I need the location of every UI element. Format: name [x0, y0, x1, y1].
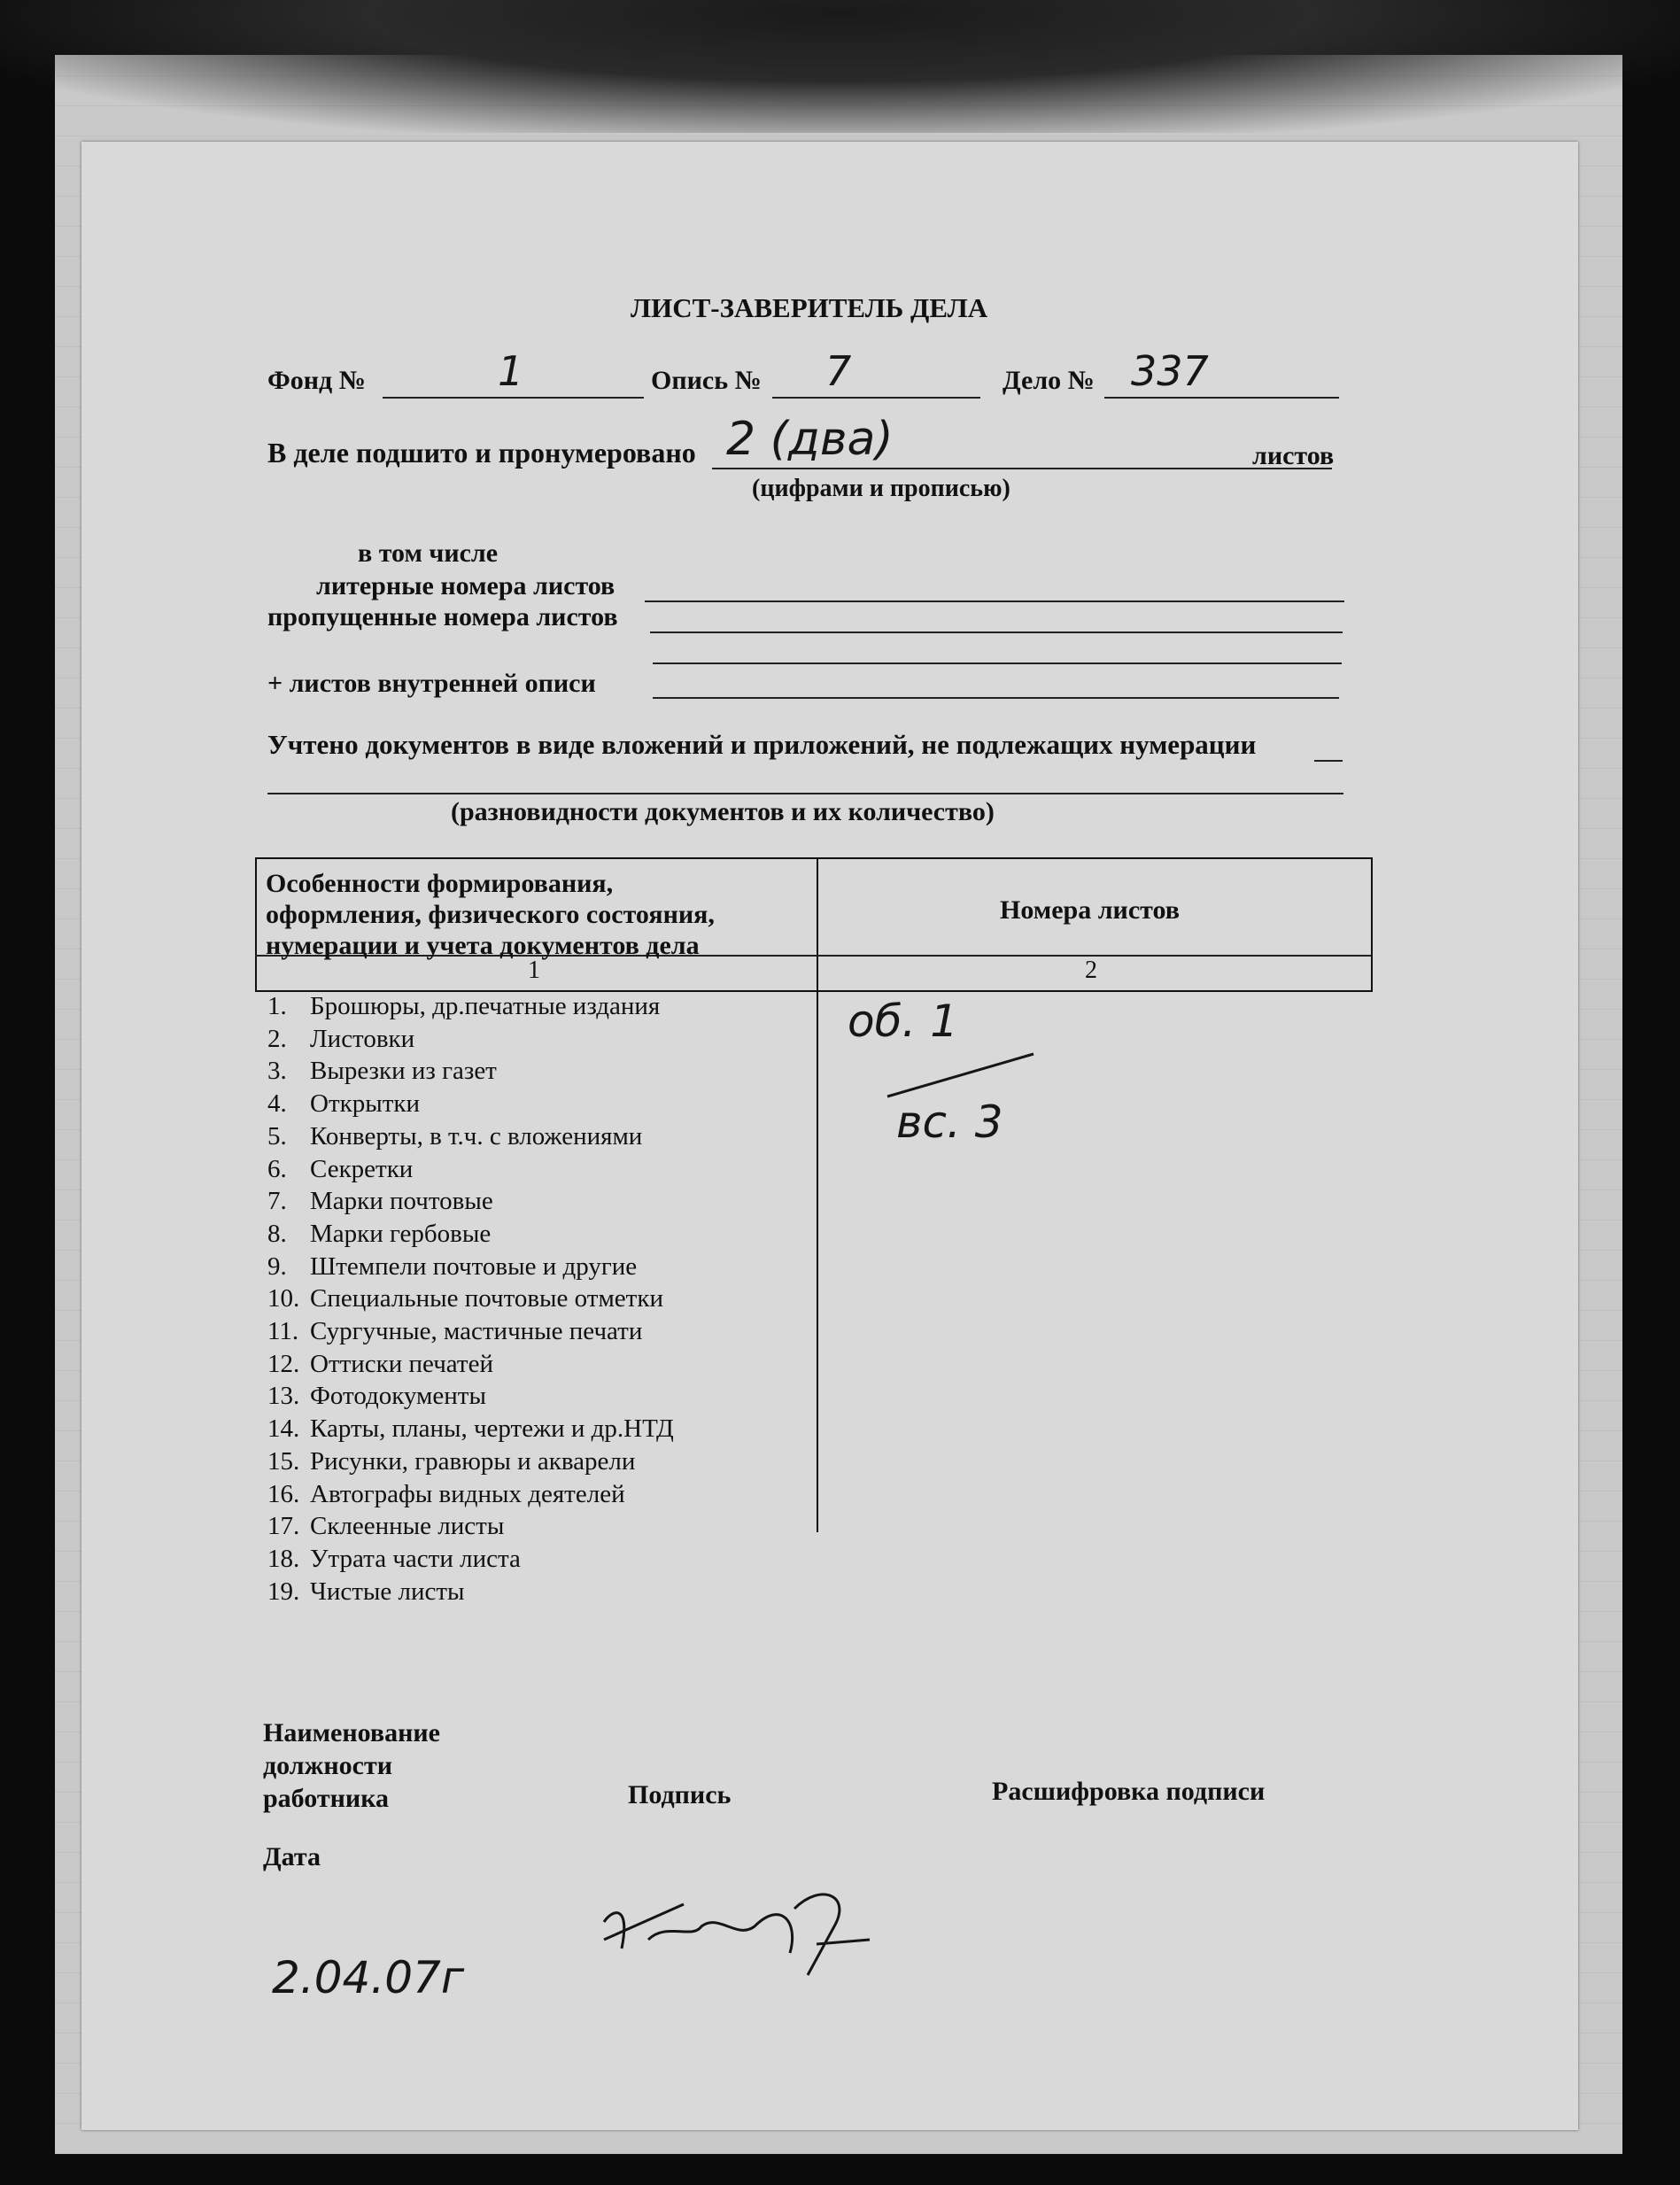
missing-underline: [650, 631, 1343, 633]
inner-label: + листов внутренней описи: [267, 669, 596, 698]
date-value: 2.04.07г: [272, 1952, 465, 2003]
signature-decode-label: Расшифровка подписи: [992, 1777, 1266, 1806]
handwritten-entry-top: об. 1: [848, 996, 959, 1047]
list-item-label: Открытки: [310, 1089, 420, 1119]
table-col1-header: Особенности формирования, оформления, физического состояния, нумерации и учета документов дела: [266, 869, 715, 960]
sheets-suffix: листов: [1252, 441, 1335, 470]
list-item-number: 5.: [267, 1121, 287, 1151]
list-item: [267, 1514, 504, 1539]
delo-underline: [1104, 397, 1339, 399]
attachments-hint: (разновидности документов и их количество): [451, 797, 995, 826]
list-item-label: Склеенные листы: [310, 1512, 505, 1541]
list-item-number: 10.: [267, 1284, 300, 1313]
list-item-number: 15.: [267, 1446, 300, 1476]
list-item-label: Чистые листы: [310, 1577, 465, 1606]
sheets-label: В деле подшито и пронумеровано: [267, 437, 696, 469]
signature-text: [1056, 2090, 1057, 2091]
sheets-value: 2 (два): [726, 413, 894, 466]
inner-underline: [653, 697, 1339, 699]
list-item-label: Марки гербовые: [310, 1219, 492, 1248]
list-item-number: 16.: [267, 1479, 300, 1508]
list-item-label: Секретки: [310, 1154, 414, 1183]
list-item-number: 12.: [267, 1349, 300, 1378]
table-col2-header: Номера листов: [1000, 895, 1180, 925]
signature-label: Подпись: [628, 1780, 732, 1809]
list-item-number: 9.: [267, 1251, 287, 1281]
list-item-label: Карты, планы, чертежи и др.НТД: [310, 1414, 674, 1444]
date-label: Дата: [263, 1842, 321, 1871]
opis-underline: [772, 397, 980, 399]
burned-edge: [0, 0, 1680, 133]
list-item: [267, 1383, 486, 1409]
opis-label: Опись №: [651, 366, 762, 395]
list-item: [267, 1154, 414, 1183]
list-item-label: Вырезки из газет: [310, 1057, 497, 1086]
fond-label: Фонд №: [267, 366, 366, 395]
list-item-label: Листовки: [310, 1024, 415, 1053]
delo-label: Дело №: [1003, 366, 1095, 395]
list-item: [267, 1446, 636, 1476]
position-label: Наименование должности работника: [263, 1718, 440, 1813]
list-item-number: 11.: [267, 1317, 299, 1345]
document-sheet: [81, 142, 1578, 2130]
handwritten-signature: [81, 142, 82, 143]
list-item: [267, 1319, 642, 1344]
including-label: в том числе: [358, 539, 499, 568]
list-item-number: 18.: [267, 1544, 300, 1573]
opis-value: 7: [825, 347, 852, 395]
attachments-underline: [267, 793, 1343, 794]
list-item: [267, 1251, 638, 1281]
list-item-label: Оттиски печатей: [310, 1349, 493, 1378]
list-item: [267, 1416, 674, 1442]
list-item-label: Утрата части листа: [310, 1544, 521, 1573]
missing-label: пропущенные номера листов: [267, 602, 618, 631]
list-item-label: Рисунки, гравюры и акварели: [310, 1446, 636, 1476]
missing-underline-2: [653, 662, 1342, 664]
list-item-number: 1.: [267, 992, 287, 1020]
sheets-underline: [712, 468, 1332, 469]
list-item-label: Брошюры, др.печатные издания: [310, 992, 661, 1020]
list-item-number: 13.: [267, 1382, 300, 1411]
list-item: [267, 994, 660, 1019]
list-item-label: Специальные почтовые отметки: [310, 1284, 663, 1313]
fond-underline: [383, 397, 644, 399]
list-item-number: 2.: [267, 1024, 287, 1053]
list-item: [267, 1579, 465, 1605]
list-item-number: 14.: [267, 1414, 300, 1444]
list-item: [267, 1221, 491, 1247]
list-item-number: 6.: [267, 1154, 287, 1183]
list-item-number: 19.: [267, 1577, 300, 1606]
list-item: [267, 1546, 521, 1572]
table-col1-number: 1: [528, 957, 540, 984]
list-item-label: Штемпели почтовые и другие: [310, 1251, 638, 1281]
list-item: [267, 1479, 625, 1508]
list-item: [267, 1349, 493, 1378]
fond-value: 1: [498, 347, 524, 395]
list-item: [267, 1058, 497, 1084]
attachments-underline-short: [1314, 760, 1343, 762]
list-item-label: Конверты, в т.ч. с вложениями: [310, 1121, 643, 1151]
list-item-label: Фотодокументы: [310, 1382, 486, 1411]
literal-underline: [645, 600, 1344, 602]
delo-value: 337: [1131, 347, 1209, 395]
table-col2-number: 2: [1085, 957, 1097, 984]
document-title: ЛИСТ-ЗАВЕРИТЕЛЬ ДЕЛА: [631, 292, 988, 323]
list-item: [267, 1189, 493, 1214]
sheets-hint: (цифрами и прописью): [752, 475, 1010, 502]
handwritten-entry-bottom: вс. 3: [896, 1096, 1003, 1148]
list-item-number: 7.: [267, 1187, 287, 1216]
list-item-number: 17.: [267, 1512, 300, 1541]
list-item-label: Марки почтовые: [310, 1187, 493, 1216]
list-item-number: 4.: [267, 1089, 287, 1119]
list-item: [267, 1024, 415, 1053]
list-item-number: 3.: [267, 1057, 287, 1086]
table-column-divider: [817, 857, 818, 1532]
list-item: [267, 1121, 643, 1151]
attachments-label: Учтено документов в виде вложений и приложений, не подлежащих нумерации: [267, 729, 1257, 760]
list-item-label: Автографы видных деятелей: [310, 1479, 625, 1508]
list-item-label: Сургучные, мастичные печати: [310, 1317, 643, 1345]
list-item: [267, 1286, 663, 1312]
list-item: [267, 1091, 420, 1117]
literal-label: литерные номера листов: [316, 571, 615, 600]
list-item-number: 8.: [267, 1219, 287, 1248]
